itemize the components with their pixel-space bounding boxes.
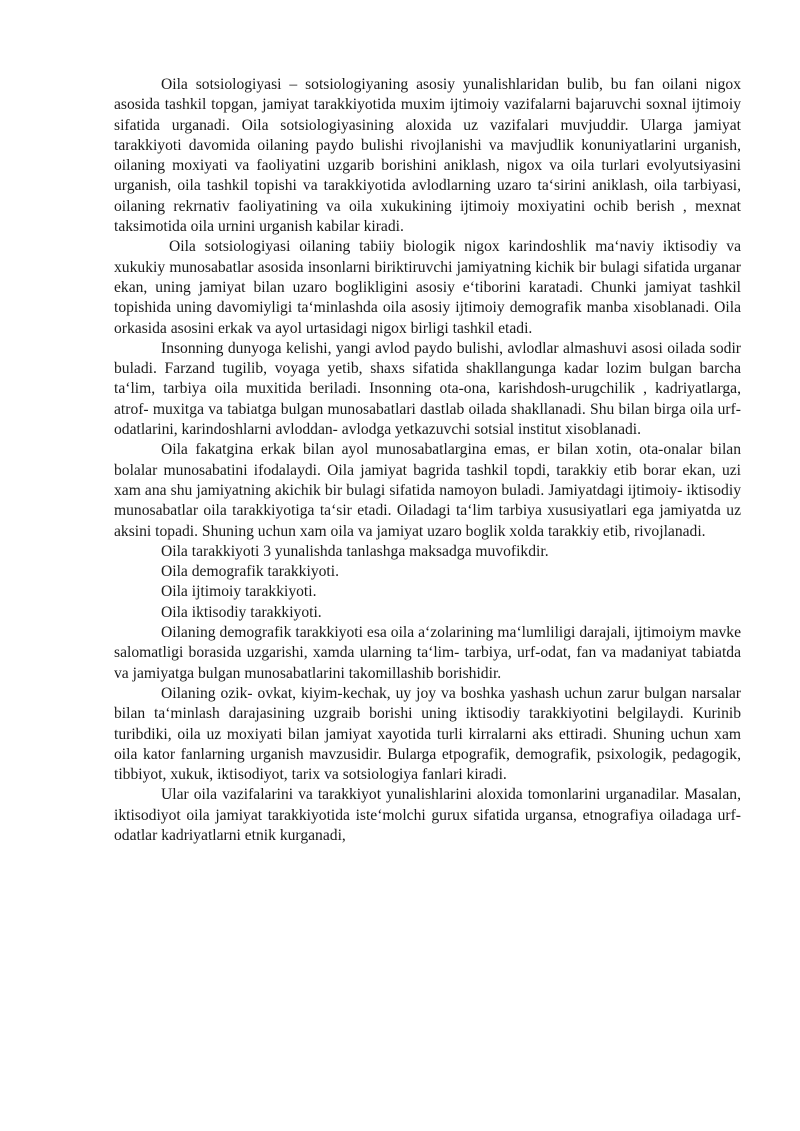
paragraph-8: Ular oila vazifalarini va tarakkiyot yunalishlarini aloxida tomonlarini urganadilar. Masalan, iktisodiyot oila jamiyat tarakkiyotida iste‘molchi gurux sifatida urgansa, etnografiya oiladaga urf-odatlar kadriyatlarni etnik kurganadi, bbox=[114, 786, 741, 844]
list-item-social: Oila ijtimoiy tarakkiyoti. bbox=[161, 583, 317, 601]
paragraph-6: Oilaning demografik tarakkiyoti esa oila a‘zolarining ma‘lumliligi darajali, ijtimoiym mavke salomatligi borasida uzgarishi, xamda ularning ta‘lim- tarbiya, urf-odat, fan va madaniyat tabiatda va jamiyatga bulgan munosabatlarini takomillashib borishidir. bbox=[114, 624, 741, 682]
list-item-economic: Oila iktisodiy tarakkiyoti. bbox=[161, 603, 322, 621]
paragraph-7: Oilaning ozik- ovkat, kiyim-kechak, uy joy va boshka yashash uchun zarur bulgan narsalar bilan ta‘minlash darajasining uzgraib borishi uning iktisodiy tarakkiyotini belgilaydi. Kurinib turibdiki, oila uz moxiyati bilan jamiyat xayotida turli kirralarni aks ettiradi. Shuning uchun xam oila kator fanlarning urganish mavzusidir. Bularga etpografik, demografik, psixologik, pedagogik, tibbiyot, xukuk, iktisodiyot, tarix va sotsiologiya fanlari kiradi. bbox=[114, 684, 741, 784]
paragraph-5: Oila tarakkiyoti 3 yunalishda tanlashga maksadga muvofikdir. bbox=[161, 542, 549, 560]
document-page bbox=[114, 75, 741, 846]
paragraph-3: Insonning dunyoga kelishi, yangi avlod paydo bulishi, avlodlar almashuvi asosi oilada sodir buladi. Farzand tugilib, voyaga yetib, shaxs sifatida shakllangunga kadar lozim bulgan barcha ta‘lim, tarbiya oila muxitida beriladi. Insonning ota-ona, karishdosh-urugchilik , kadriyatlarga, atrof- muxitga va tabiatga bulgan munosabatlari dastlab oilada shakllanadi. Shu bilan birga oila urf-odatlarini, karindoshlarni avloddan- avlodga yetkazuvchi sotsial institut xisoblanadi. bbox=[114, 339, 741, 439]
paragraph-1: Oila sotsiologiyasi – sotsiologiyaning asosiy yunalishlaridan bulib, bu fan oilani nigox asosida tashkil topgan, jamiyat tarakkiyotida muxim ijtimoiy vazifalarni bajaruvchi soxnal ijtimoiy sifatida urganadi. Oila sotsiologiyasining aloxida uz vazifalari muvjuddir. Ularga jamiyat tarakkiyoti davomida oilaning paydo bulishi rivojlanishi va mavjudlik konuniyatlarini urganish, oilaning moxiyati va faoliyatini uzgarib borishini aniklash, nigox va oila turlari evolyutsiyasini urganish, oila tashkil topishi va tarakkiyotida avlodlarning uzaro ta‘sirini aniklash, oila tarbiyasi, oilaning rekrnativ faoliyatining va oila xukukining ijtimoiy moxiyatini ochib berish , mexnat taksimotida oila urnini urganish kabilar kiradi. bbox=[114, 76, 741, 236]
paragraph-2: Oila sotsiologiyasi oilaning tabiiy biologik nigox karindoshlik ma‘naviy iktisodiy va xukukiy munosabatlar asosida insonlarni biriktiruvchi jamiyatning kichik bir bulagi sifatida urganar ekan, uning jamiyat bilan uzaro boglikligini asosiy e‘tiborini karatadi. Chunki jamiyat tashkil topishida uning davomiyligi ta‘minlashda oila asosiy ijtimoiy demografik manba xisoblanadi. Oila orkasida asosini erkak va ayol urtasidagi nigox birligi tashkil etadi. bbox=[114, 238, 741, 337]
list-item-demographic: Oila demografik tarakkiyoti. bbox=[161, 563, 339, 581]
paragraph-4: Oila fakatgina erkak bilan ayol munosabatlargina emas, er bilan xotin, ota-onalar bilan bolalar munosabatini ifodalaydi. Oila jamiyat bagrida tashkil topdi, tarakkiy etib borar ekan, uzi xam ana shu jamiyatning akichik bir bulagi sifatida namoyon buladi. Jamiyatdagi ijtimoiy- iktisodiy munosabatlar oila tarakkiyotiga ta‘sir etadi. Oiladagi ta‘lim tarbiya xususiyatlari ega jamiyatda uz aksini topadi. Shuning uchun xam oila va jamiyat uzaro boglik xolda tarakkiy etib, rivojlanadi. bbox=[114, 441, 741, 540]
